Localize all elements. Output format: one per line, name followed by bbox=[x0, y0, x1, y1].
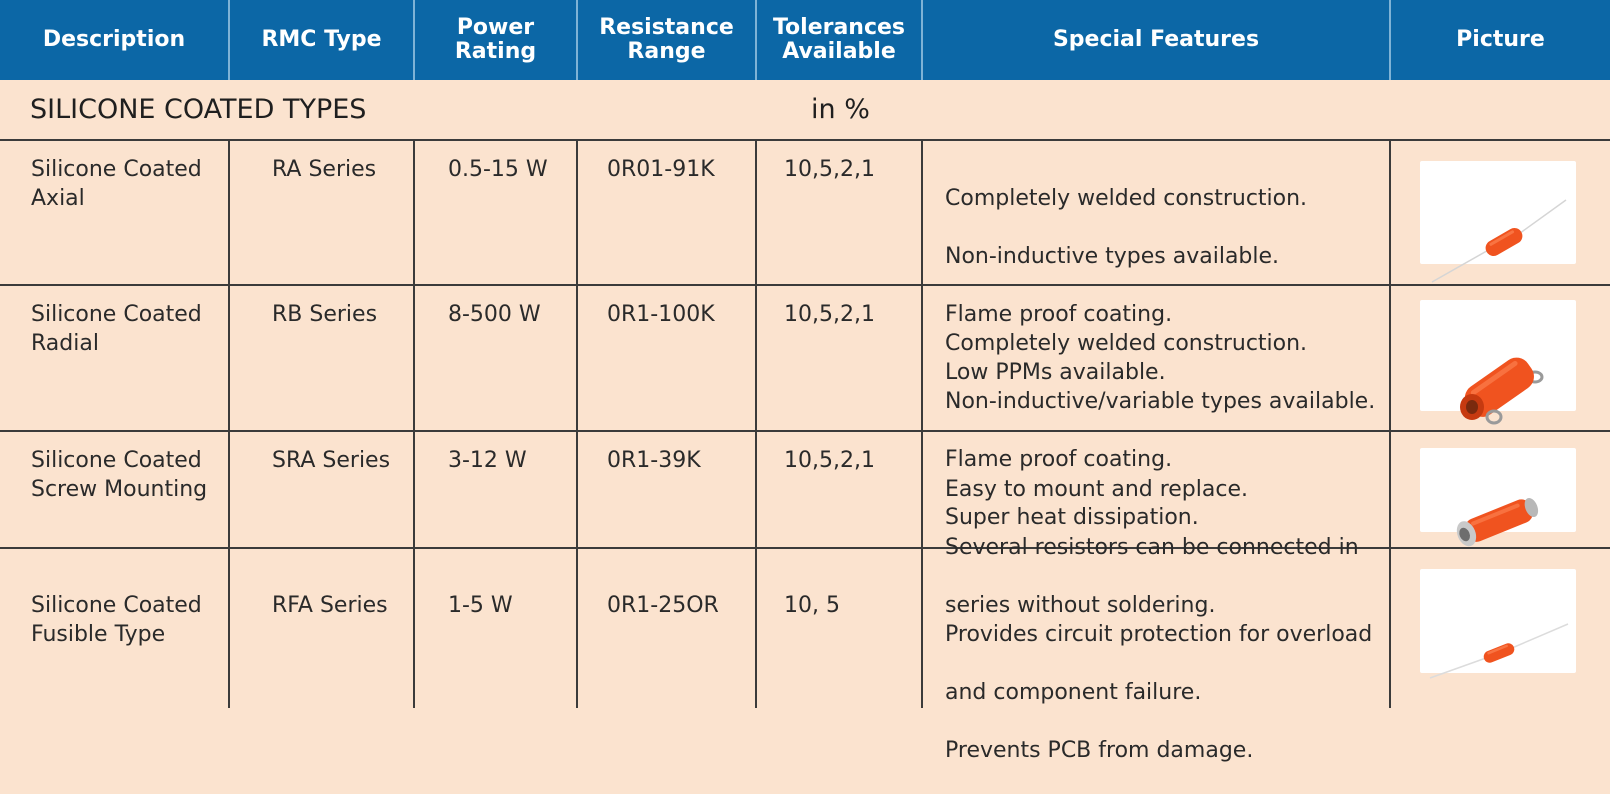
header-rmc-type: RMC Type bbox=[230, 0, 415, 80]
fusible-resistor-photo bbox=[1420, 569, 1576, 673]
feature-line: Flame proof coating. bbox=[945, 302, 1173, 327]
header-special-features: Special Features bbox=[923, 0, 1391, 80]
tolerances-cell: 10, 5 bbox=[757, 549, 923, 708]
header-picture: Picture bbox=[1456, 27, 1545, 52]
resistance-cell: 0R1-100K bbox=[578, 286, 757, 430]
feature-line: Non-inductive types available. bbox=[945, 244, 1280, 269]
axial-resistor-photo bbox=[1420, 161, 1576, 264]
description-cell: Silicone Coated Fusible Type bbox=[0, 549, 230, 708]
header-tolerances: Tolerances Available bbox=[757, 0, 923, 80]
type-cell: SRA Series bbox=[230, 432, 415, 547]
feature-line: Flame proof coating. bbox=[945, 447, 1173, 472]
tolerances-cell: 10,5,2,1 bbox=[757, 432, 923, 547]
section-title: SILICONE COATED TYPES bbox=[30, 94, 367, 125]
feature-line: and component failure. bbox=[945, 680, 1202, 705]
resistance-cell: 0R01-91K bbox=[578, 141, 757, 284]
feature-line: Prevents PCB from damage. bbox=[945, 738, 1254, 763]
feature-line: series without soldering. bbox=[945, 593, 1216, 618]
header-description: Description bbox=[0, 0, 230, 80]
feature-line: Low PPMs available. bbox=[945, 360, 1166, 385]
table-row bbox=[0, 549, 1610, 763]
description-cell: Silicone Coated Radial bbox=[0, 286, 230, 430]
resistance-cell: 0R1-39K bbox=[578, 432, 757, 547]
power-cell: 0.5-15 W bbox=[415, 141, 578, 284]
tolerances-cell: 10,5,2,1 bbox=[757, 141, 923, 284]
feature-line: Non-inductive/variable types available. bbox=[945, 389, 1376, 414]
picture-cell bbox=[1391, 432, 1610, 547]
feature-line: Completely welded construction. bbox=[945, 331, 1308, 356]
features-cell bbox=[923, 549, 1391, 763]
feature-line: Easy to mount and replace. bbox=[945, 477, 1248, 502]
picture-cell bbox=[1391, 549, 1610, 708]
tolerances-cell: 10,5,2,1 bbox=[757, 286, 923, 430]
section-unit-note: in % bbox=[811, 94, 870, 125]
features-cell bbox=[923, 432, 1391, 618]
description-cell: Silicone Coated Screw Mounting bbox=[0, 432, 230, 547]
power-cell: 3-12 W bbox=[415, 432, 578, 547]
picture-cell bbox=[1391, 286, 1610, 430]
type-cell: RA Series bbox=[230, 141, 415, 284]
header-power-rating: Power Rating bbox=[415, 0, 578, 80]
section-heading bbox=[0, 80, 1610, 141]
resistance-cell: 0R1-25OR bbox=[578, 549, 757, 708]
type-cell: RB Series bbox=[230, 286, 415, 430]
type-cell: RFA Series bbox=[230, 549, 415, 708]
description-cell: Silicone Coated Axial bbox=[0, 141, 230, 284]
picture-cell bbox=[1391, 141, 1610, 284]
power-cell: 8-500 W bbox=[415, 286, 578, 430]
feature-line: Super heat dissipation. bbox=[945, 505, 1199, 530]
screw-mount-resistor-photo bbox=[1420, 448, 1576, 532]
radial-resistor-photo bbox=[1420, 300, 1576, 411]
feature-line: Completely welded construction. bbox=[945, 186, 1308, 211]
table-header bbox=[0, 0, 1610, 80]
header-resistance-range: Resistance Range bbox=[578, 0, 757, 80]
power-cell: 1-5 W bbox=[415, 549, 578, 708]
feature-line: Several resistors can be connected in bbox=[945, 535, 1359, 560]
features-cell bbox=[923, 141, 1391, 385]
feature-line: Provides circuit protection for overload bbox=[945, 622, 1373, 647]
